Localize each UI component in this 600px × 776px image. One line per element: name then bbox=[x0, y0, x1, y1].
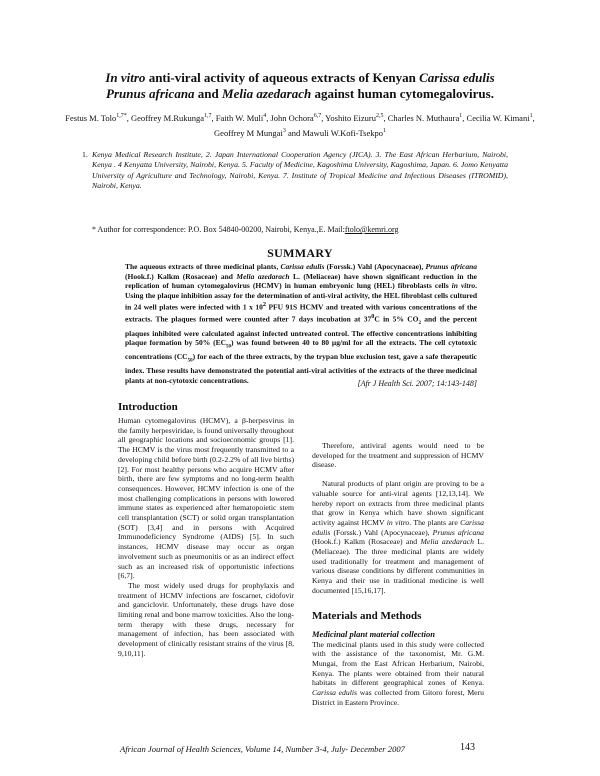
correspondence-text: * Author for correspondence: P.O. Box 54840-00200, Nairobi, Kenya.,E. Mail: bbox=[92, 225, 345, 234]
methods-subheading: Medicinal plant material collection bbox=[312, 628, 436, 639]
summary-abstract: The aqueous extracts of three medicinal plants, Carissa edulis (Forssk.) Vahl (Apocynaceae), Prunus africana (Hook.f.) Kalkm (Rosaceae) and Melia azedarach L. (Meliaceae) have shown significant reduction in the replication of human cytomegalovirus (HCMV) in human embryonic lung (HEL) fibroblasts cells in vitro. Using the plaque inhibition assay for the determination of anti-viral activity, the HEL fibroblast cells cultured in 24 well plates were infected with 1 x $10^2$ PFU 91S HCMV and treated with various concentrations of the extracts. The plaques formed were counted after 7 days incubation at $37^0C$ in 5% $CO_2$ and the percent plaques inhibited were calculated against infected untreated control. The effective concentrations inhibiting plaque formation by 50% $(EC_{50})$ was found between 40 to 80 µg/ml for all the extracts. The cell cytotoxic concentrations $(CC_{50})$ for each of the three extracts, by the trypan blue exclusion test, gave a safe therapeutic index. These results have demonstrated the potential anti-viral activities of the extracts of the three medicinal plants at non-cytotoxic concentrations. bbox=[125, 262, 477, 385]
title-line-2 bbox=[40, 86, 560, 102]
affiliation-number: 1. bbox=[82, 150, 88, 159]
author: Faith W. Muli$^4$ bbox=[215, 112, 267, 123]
title-segment: Prunus africana bbox=[106, 86, 195, 101]
citation: [Afr J Health Sci. 2007; 14:143-148] bbox=[357, 379, 477, 388]
paragraph: Natural products of plant origin are proving to be a valuable source for anti-viral agents [12,13,14]. We hereby report on extracts from three medicinal plants that grow in Kenya which have shown significant activity against HCMV in vitro. The plants are Carissa edulis (Forssk.) Vahl (Apocynaceae), Prunus africana (Hook.f.) Kalkm (Rosaceae) and Melia azedarach L. (Meliaceae). The three medicinal plants are widely used traditionally for treatment and management of various disease conditions by different communities in Kenya and their use in traditional medicine is well documented [15,16,17]. bbox=[312, 479, 484, 595]
author: Mawuli W.Kofi-Tsekpo$^1$ bbox=[302, 127, 386, 138]
article-title bbox=[40, 70, 560, 102]
title-line-1 bbox=[40, 70, 560, 86]
author: Yoshito Eizuru$^{2,5}$ bbox=[325, 112, 384, 123]
title-segment: Carissa edulis bbox=[419, 70, 495, 85]
email-link[interactable]: ftolo@kemri.org bbox=[344, 225, 399, 234]
paragraph: The medicinal plants used in this study were collected with the assistance of the taxonomist, Mr. G.M. Mungai, from the East African Herbarium, Nairobi, Kenya. The plants were obtained from their natural habitats in different geographical zones of Kenya. Carissa edulis was collected from Gitoro forest, Meru District in Eastern Province. bbox=[312, 639, 484, 707]
paragraph: The most widely used drugs for prophylaxis and treatment of HCMV infections are foscarnet, cidofovir and ganciclovir. Unfortunately, these drugs have dose limiting renal and bone marrow toxicities. Also the long-term therapy with these drugs, necessary for management of infection, has been associated with development of clinically resistant strains of the virus [8, 9,10,11]. bbox=[118, 580, 294, 658]
author: Festus M. Tolo$^{1,7*}$ bbox=[65, 112, 127, 123]
author: Geoffrey M.Rukunga$^{1,7}$ bbox=[131, 112, 212, 123]
author: John Ochora$^{6,7}$ bbox=[270, 112, 322, 123]
author: Cecilia W. Kimani$^1$ bbox=[466, 112, 533, 123]
right-column bbox=[312, 441, 484, 707]
journal-footer: African Journal of Health Sciences, Volume 14, Number 3-4, July- December 2007 bbox=[120, 744, 405, 754]
author-list: Festus M. Tolo$^{1,7*}$, Geoffrey M.Rukunga$^{1,7}$, Faith W. Muli$^4$, John Ochora$^{6,7}$, Yoshito Eizuru$^{2,5}$, Charles N. Muthaura$^1$, Cecilia W. Kimani$^1$, Geoffrey M Mungai$^3$ and Mawuli W.Kofi-Tsekpo$^1$ bbox=[65, 112, 535, 138]
paragraph: Therefore, antiviral agents would need to be developed for the treatment and suppression of HCMV disease. bbox=[312, 441, 484, 470]
title-segment: against human cytomegalovirus. bbox=[311, 86, 494, 101]
page-number: 143 bbox=[460, 742, 475, 753]
title-segment: and bbox=[194, 86, 223, 101]
paragraph: Human cytomegalovirus (HCMV), a β-herpesvirus in the family herpesviridae, is found universally throughout all geographic locations and socioeconomic groups [1]. The HCMV is the virus most frequently transmitted to a developing child before birth (0.2-2.2% of all live births) [2]. For most healthy persons who acquire HCMV after birth, there are few symptoms and no long-term health consequences. However, HCMV infection is one of the most challenging complications in persons with lowered immune states as experienced after hematopoietic stem cell transplantation (SCT) or solid organ transplantation (SOT) [3,4] and in persons with Acquired Immunodeficiency Syndrome (AIDS) [5]. In such instances, HCMV disease may occur as organ involvement such as pneumonitis or as an indirect effect such as an increased risk of opportunistic infections [6,7]. bbox=[118, 416, 294, 581]
methods-heading: Materials and Methods bbox=[312, 609, 422, 622]
correspondence bbox=[92, 224, 508, 235]
title-segment: Melia azedarach bbox=[222, 86, 312, 101]
author: Charles N. Muthaura$^1$ bbox=[387, 112, 463, 123]
left-column bbox=[118, 400, 294, 659]
affiliations bbox=[82, 150, 508, 192]
affiliation-text: Kenya Medical Research Institute, 2. Japan International Cooperation Agency (JICA). 3. The East African Herbarium, Nairobi, Kenya . 4 Kenyatta University, Nairobi, Kenya. 5. Faculty of Medicine, Kagoshima University, Kagoshima, Japan. 6. Jomo Kenyatta University of Agriculture and Technology, Nairobi, Kenya. 7. Institute of Tropical Medicine and Infectious Diseases (ITROMID), Nairobi, Kenya. bbox=[92, 150, 508, 191]
title-segment: In vitro bbox=[105, 70, 146, 85]
title-segment: anti-viral activity of aqueous extracts of Kenyan bbox=[145, 70, 420, 85]
summary-heading: SUMMARY bbox=[267, 246, 333, 260]
introduction-heading: Introduction bbox=[118, 401, 178, 413]
author: Geoffrey M Mungai$^3$ bbox=[214, 127, 286, 138]
